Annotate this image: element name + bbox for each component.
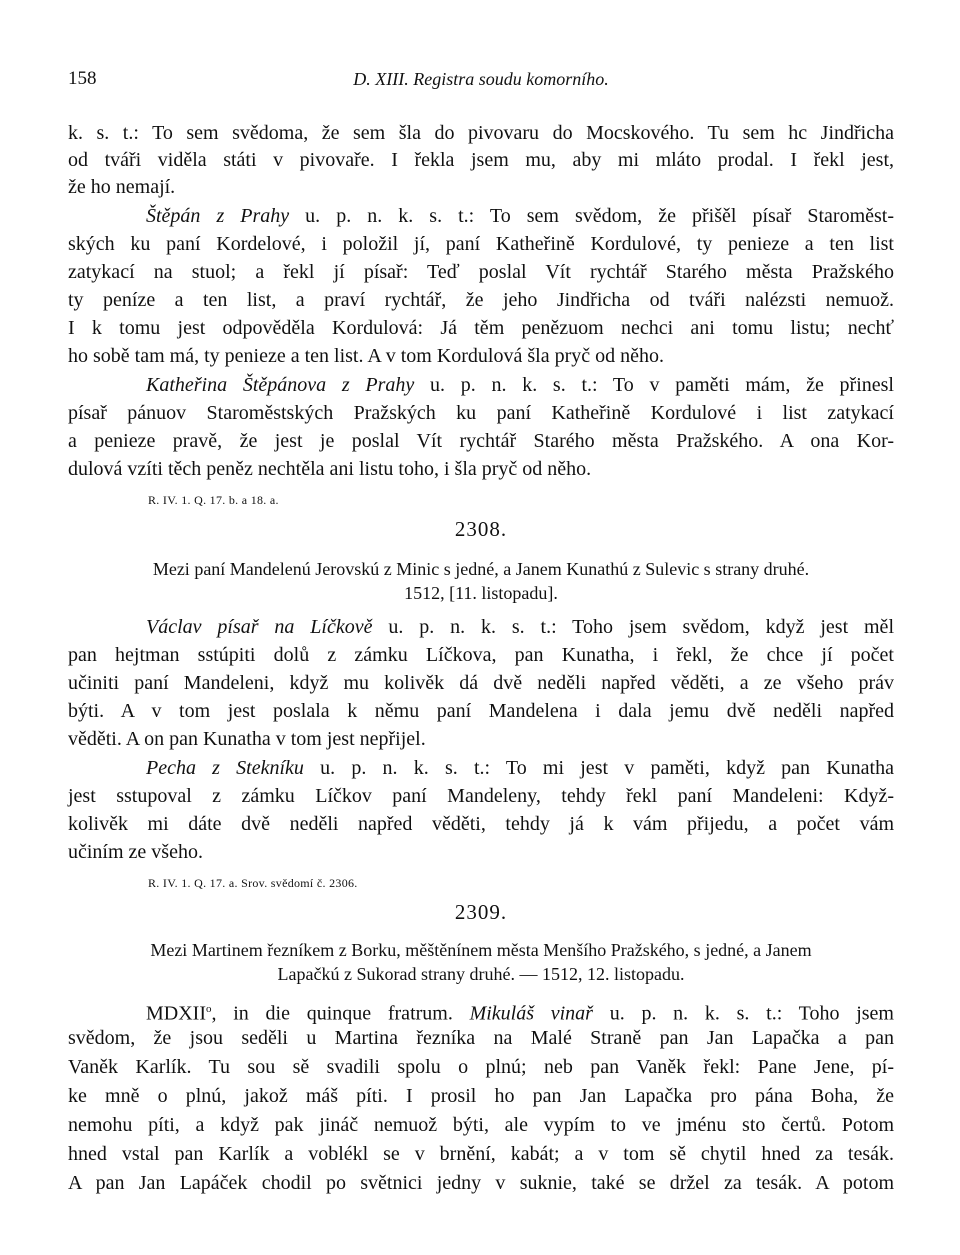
text-line xyxy=(68,372,894,398)
text-span: u. p. n. k. s. t.: Toho jsem xyxy=(592,1002,894,1025)
text-span: u. p. n. k. s. t.: To v paměti mám, že přinesl xyxy=(414,374,894,396)
text-line: kolivěk mi dáte dvě neděli napřed věděti, tehdy já k vám přijedu, a počet vám xyxy=(68,813,894,835)
source-reference: R. IV. 1. Q. 17. b. a 18. a. xyxy=(148,493,279,507)
text-span: u. p. n. k. s. t.: To mi jest v paměti, když pan Kunatha xyxy=(303,757,894,779)
text-line xyxy=(68,203,894,229)
text-line: učiniti paní Mandeleni, když mu kolivěk dá dvě neděli napřed věděti, a ze všeho práv xyxy=(68,672,894,694)
text-line: že ho nemají. xyxy=(68,176,176,198)
text-line: jest sstupoval z zámku Líčkov paní Mandeleny, tehdy řekl paní Mandeleni: Když- xyxy=(68,785,894,807)
text-line: učiním ze všeho. xyxy=(68,841,203,863)
entry-number: 2309. xyxy=(454,900,508,924)
text-line: pan hejtman sstúpiti dolů z zámku Líčkova, pan Kunatha, i řekl, že chce jí počet xyxy=(68,644,894,666)
entry-heading: Mezi paní Mandelenú Jerovskú z Minic s jedné, a Janem Kunathú z Sulevic s strany druhé. xyxy=(152,559,810,579)
witness-name: Mikuláš vinař xyxy=(469,1002,593,1025)
witness-name: Katheřina Štěpánova z Prahy xyxy=(146,374,415,396)
page-number: 158 xyxy=(68,68,97,89)
text-span: MDXII xyxy=(146,1002,206,1025)
text-line xyxy=(68,996,894,1027)
text-line: I k tomu jest odpověděla Kordulová: Já těm penězuom nechci ani tomu listu; nechť xyxy=(68,317,894,339)
text-span: , in die quinque fratrum. xyxy=(211,1002,470,1025)
text-line: A pan Jan Lapáček chodil po světnici jedny v suknie, také se držel za tesák. A potom xyxy=(68,1172,894,1194)
witness-name: Štěpán z Prahy xyxy=(146,205,290,227)
text-line: svědom, že jsou seděli u Martina řezníka na Malé Straně pan Jan Lapačka a pan xyxy=(68,1027,894,1049)
entry-heading: Mezi Martinem řezníkem z Borku, měštěnínem města Menšího Pražského, s jedné, a Janem xyxy=(150,940,812,960)
text-line: Vaněk Karlík. Tu sou sě svadili spolu o plnú; neb pan Vaněk řekl: Pane Jene, pí- xyxy=(68,1056,894,1078)
text-line: nemohu píti, a když pak jináč nemuož býti, ale vypím to ve jménu sto čertů. Potom xyxy=(68,1114,894,1136)
text-line: dulová vzíti těch peněz nechtěla ani listu toho, i šla pryč od něho. xyxy=(68,458,592,480)
source-reference: R. IV. 1. Q. 17. a. Srov. svědomí č. 2306. xyxy=(148,876,358,890)
text-line: k. s. t.: To sem svědoma, že sem šla do pivovaru do Mocskového. Tu sem hc Jindřicha xyxy=(68,122,894,144)
text-line: ke mně o plnú, jakož máš píti. I prosil ho pan Jan Lapačka pro pána Boha, že xyxy=(68,1085,894,1107)
running-title-italic: Registra soudu komorního. xyxy=(413,69,609,89)
text-line: věděti. A on pan Kunatha v tom jest nepřijel. xyxy=(68,728,426,750)
text-line: zatykací na stuol; a řekl jí písař: Teď poslal Vít rychtář Starého města Pražského xyxy=(68,261,894,283)
text-line xyxy=(68,614,894,640)
entry-date: 1512, [11. listopadu]. xyxy=(404,583,558,603)
text-line: býti. A v tom jest poslala k němu paní Mandelena i dala jemu dvě neděli napřed xyxy=(68,700,894,722)
text-line xyxy=(68,755,894,781)
witness-name: Pecha z Stekníku xyxy=(146,757,304,779)
text-line: ských ku paní Kordelové, i položil jí, paní Katheřině Kordulové, ty penieze a ten list xyxy=(68,233,894,255)
running-title-plain: D. XIII. xyxy=(353,69,414,89)
running-title xyxy=(68,66,894,92)
text-line: hned vstal pan Karlík a voblékl se v brnění, kabát; a v tom sě chytil hned za tesák. xyxy=(68,1143,894,1165)
text-line: od tváři viděla státi v pivovaře. I řekla jsem mu, aby mi mláto prodal. I řekl jest, xyxy=(68,149,894,171)
text-line: a penieze pravě, že jest je poslal Vít rychtář Starého města Pražského. A ona Kor- xyxy=(68,430,894,452)
witness-name: Václav písař na Líčkově xyxy=(146,616,373,638)
text-line: ho sobě tam má, ty penieze a ten list. A v tom Kordulová šla pryč od něho. xyxy=(68,345,664,367)
text-line: ty peníze a ten list, a praví rychtář, že jeho Jindřicha od tváři nalézsti nemuož. xyxy=(68,289,894,311)
entry-date: Lapačkú z Sukorad strany druhé. — 1512, 12. listopadu. xyxy=(277,964,685,984)
entry-number: 2308. xyxy=(454,517,508,541)
superscript: o xyxy=(206,1003,212,1015)
text-span: u. p. n. k. s. t.: To sem svědom, že přišěl písař Staroměst- xyxy=(289,205,894,227)
text-span: u. p. n. k. s. t.: Toho jsem svědom, když jest měl xyxy=(372,616,894,638)
text-line: písař pánuov Staroměstských Pražských ku paní Katheřině Kordulové i list zatykací xyxy=(68,402,894,424)
